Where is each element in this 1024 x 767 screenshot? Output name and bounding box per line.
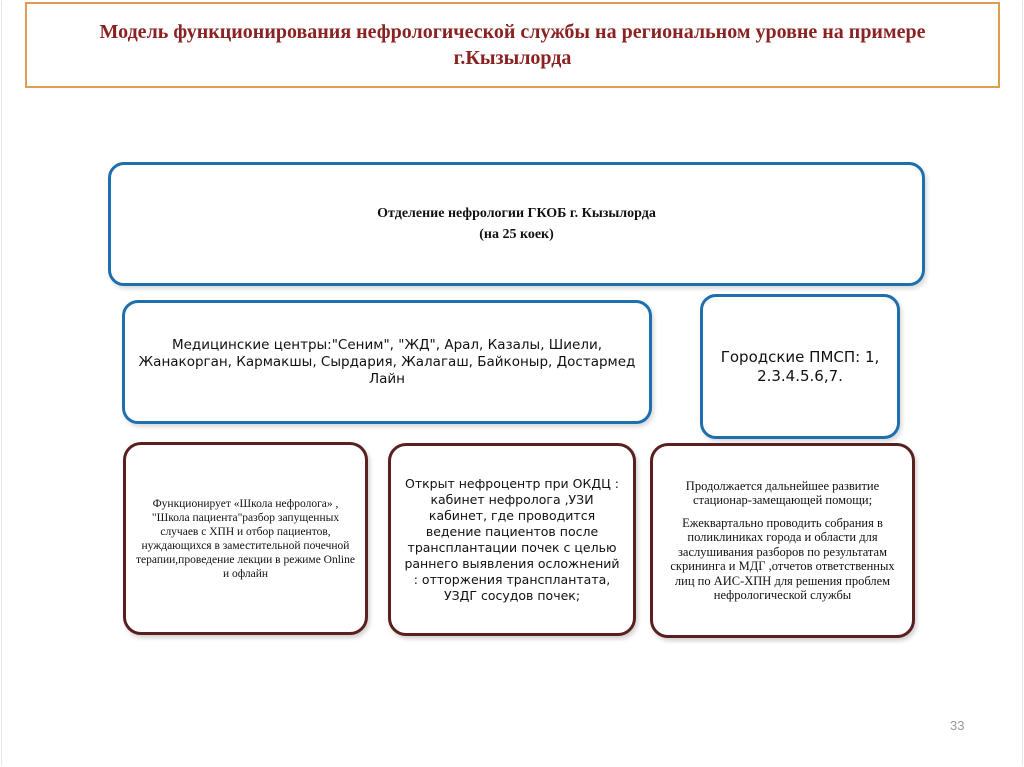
nephro-center-box	[388, 443, 636, 636]
nephrologist-school-box	[123, 442, 368, 635]
development-paragraph-2: Ежеквартально проводить собрания в поликлиниках города и области для заслушивания разборов по результатам скрининга и МДГ ,отчетов ответственных лиц по АИС-ХПН для решения проблем нефрологической службы	[670, 515, 895, 602]
department-beds: (на 25 коек)	[479, 227, 554, 242]
city-pmsp-box	[700, 294, 900, 439]
city-pmsp-text: Городские ПМСП: 1, 2.3.4.5.6,7.	[720, 347, 880, 385]
page-number: 33	[950, 718, 965, 733]
nephro-center-text: Открыт нефроцентр при ОКДЦ : кабинет нефролога ,УЗИ кабинет, где проводится ведение пациентов после трансплантации почек с целью раннего выявления осложнений : отторжения трансплантата, УЗДГ сосудов почек;	[404, 475, 620, 603]
department-name: Отделение нефрологии ГКОБ г. Кызылорда	[377, 206, 656, 221]
medical-centers-box	[122, 300, 652, 424]
medical-centers-text: Медицинские центры:"Сеним", "ЖД", Арал, Казалы, Шиели, Жанакорган, Кармакшы, Сырдария, Жалагаш, Байконыр, Достармед Лайн	[138, 336, 636, 387]
development-box	[650, 443, 915, 638]
development-paragraph-1: Продолжается дальнейшее развитие стационар-замещающей помощи;	[685, 478, 880, 507]
nephrologist-school-text: Функционирует «Школа нефролога» , "Школа пациента"разбор запущенных случаев с ХПН и отбор пациентов, нуждающихся в заместительной почечной терапии,проведение лекции в режиме Online и офлайн	[136, 497, 355, 580]
nephrology-department-box	[108, 162, 925, 286]
title-box	[25, 2, 1000, 88]
slide-title: Модель функционирования нефрологической службы на региональном уровне на примере г.Кызылорда	[99, 21, 926, 69]
